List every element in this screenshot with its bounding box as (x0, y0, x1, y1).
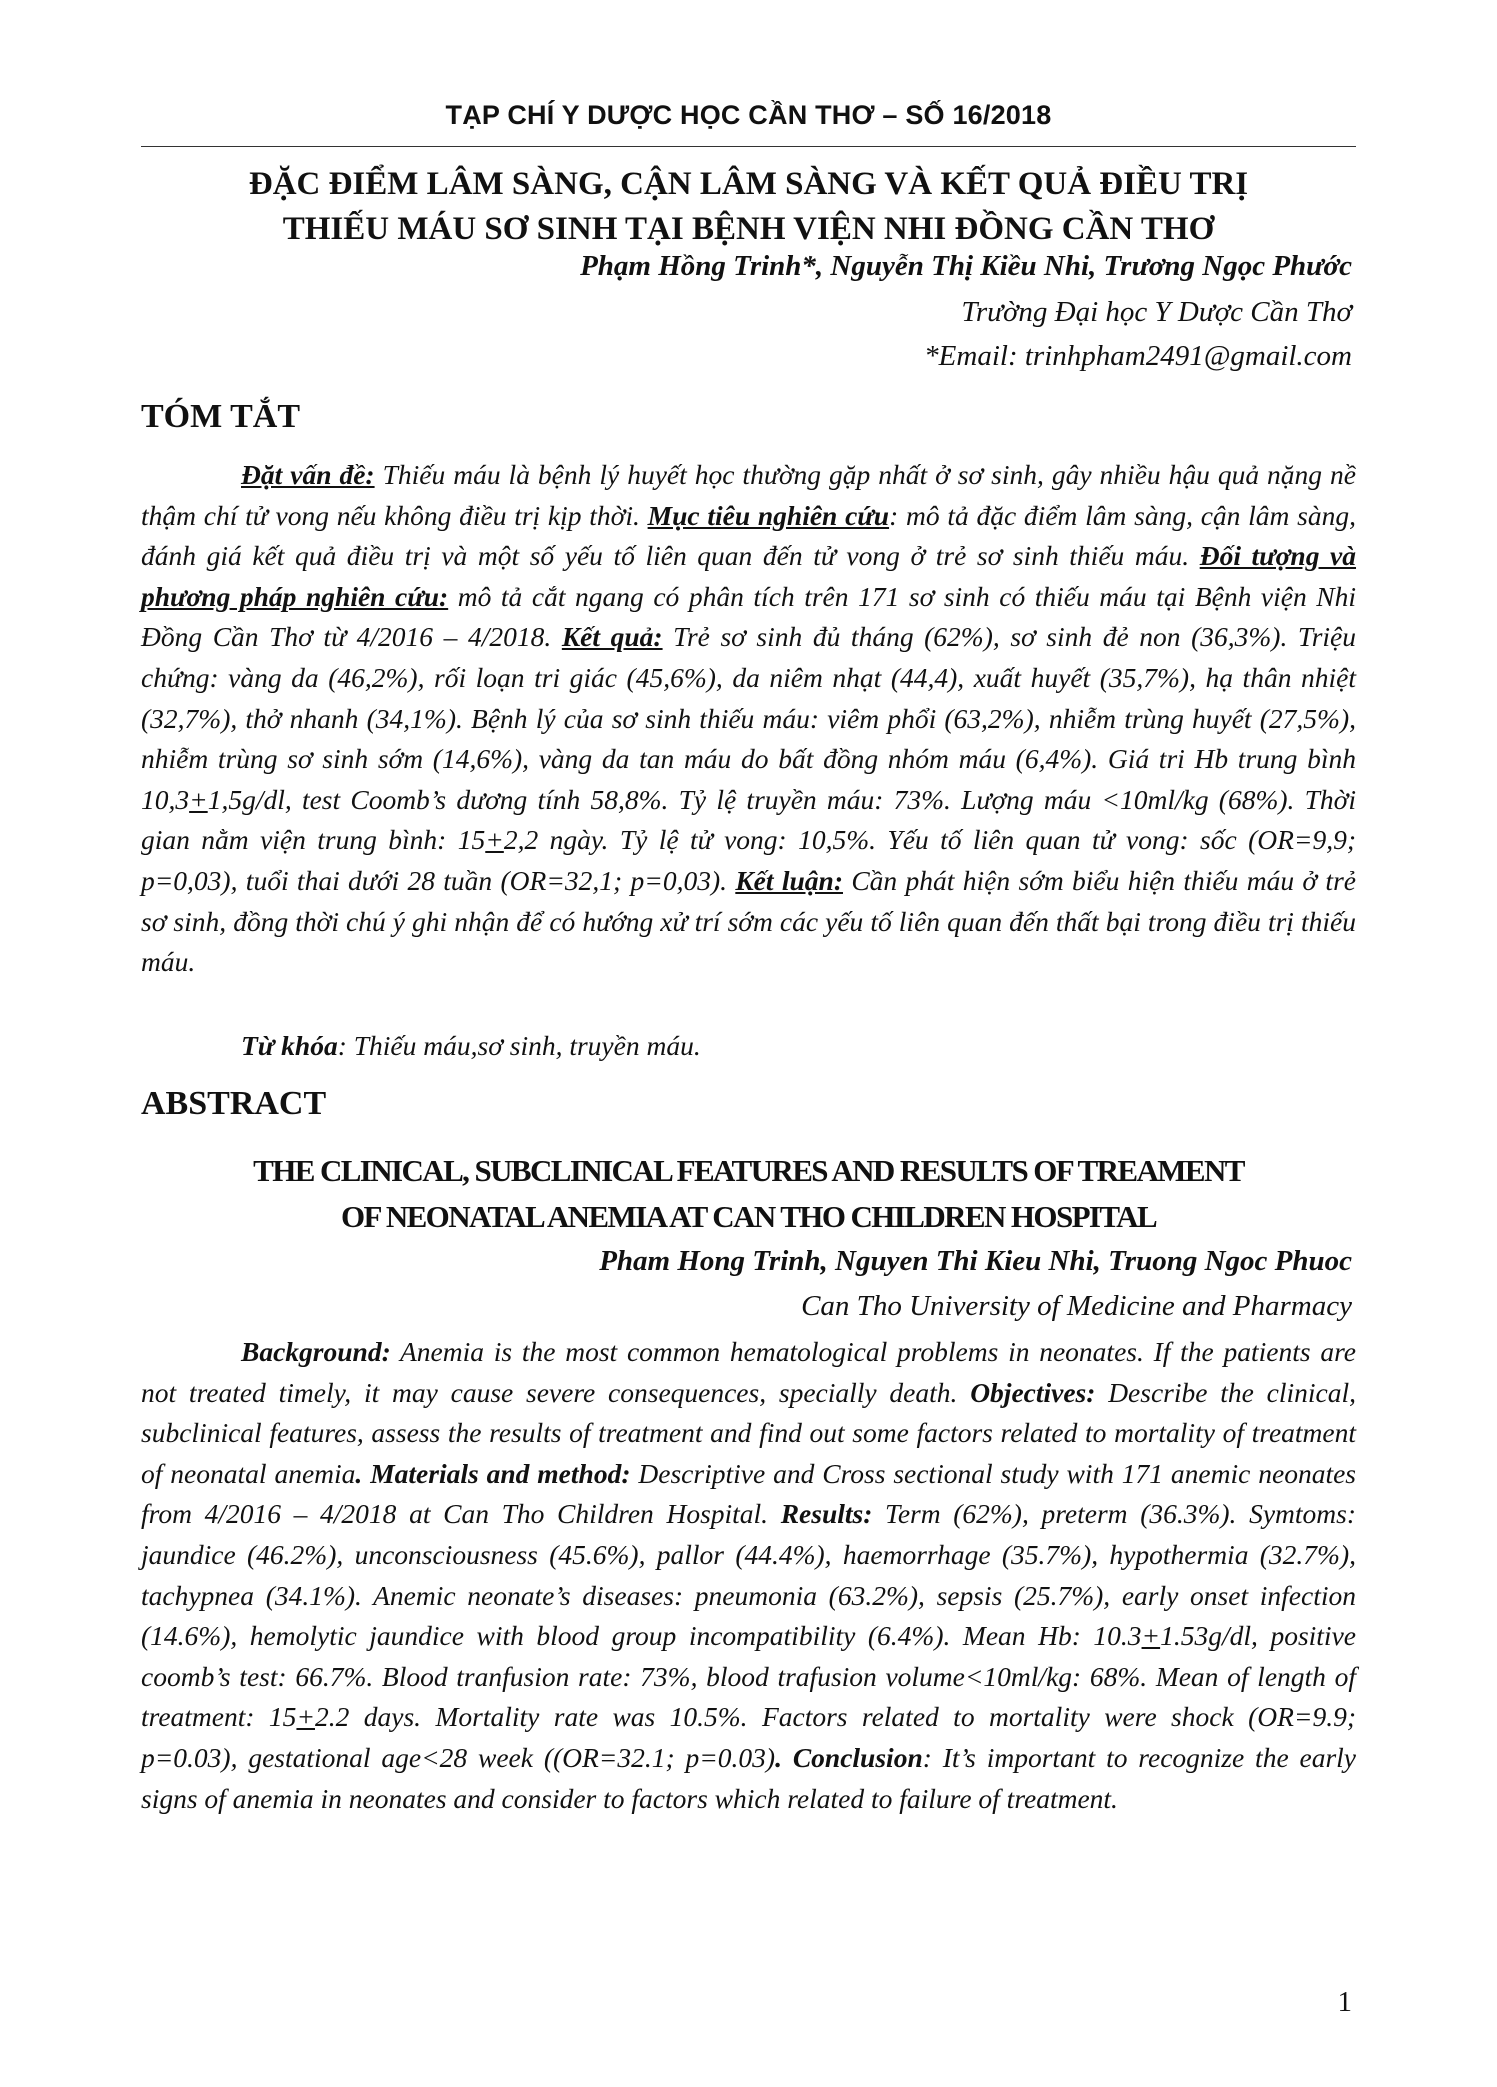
vi-background-text: Thiếu máu là bệnh lý huyết học thường gặp nhất ở sơ sinh, gây nhiều hậu quả nặng nề thậm chí tử vong nếu không điều trị kịp thời. (141, 459, 1356, 531)
en-affiliation: Can Tho University of Medicine and Pharmacy (801, 1290, 1352, 1322)
vi-plus-minus-1: + (189, 783, 208, 815)
en-objectives-label: Objectives: (970, 1376, 1096, 1408)
vi-objective-label: Mục tiêu nghiên cứu (647, 499, 890, 531)
page-number: 1 (1337, 1986, 1352, 2018)
en-section-heading: ABSTRACT (141, 1085, 327, 1122)
en-conclusion-text: : It’s important to recognize the early signs of anemia in neonates and consider to factors which related to failure of treatment. (141, 1741, 1357, 1814)
en-abstract-paragraph (141, 1332, 1356, 1819)
vi-affiliation: Trường Đại học Y Dược Cần Thơ (961, 296, 1352, 328)
en-conclusion-label: . Conclusion (775, 1741, 923, 1773)
vi-method-text: mô tả cắt ngang có phân tích trên 171 sơ sinh có thiếu máu tại Bệnh viện Nhi Đồng Cần Thơ từ 4/2016 – 4/2018. (141, 580, 1356, 653)
en-title (141, 1148, 1356, 1240)
vi-keywords (141, 1026, 1356, 1067)
en-title-line-1: THE CLINICAL, SUBCLINICAL FEATURES AND RESULTS OF TREAMENT (253, 1153, 1244, 1188)
en-objectives-text: Describe the clinical, subclinical features, assess the results of treatment and find out some factors related to mortality of treatment of neonatal anemia (141, 1376, 1357, 1489)
vi-conclusion-text: Cần phát hiện sớm biểu hiện thiếu máu ở trẻ sơ sinh, đồng thời chú ý ghi nhận để có hướng xử trí sớm các yếu tố liên quan đến thất bại trong điều trị thiếu máu. (141, 864, 1356, 978)
vi-keywords-label: Từ khóa (241, 1030, 338, 1061)
vi-method-label: Đối tượng và phương pháp nghiên cứu: (141, 540, 1357, 612)
vi-title (141, 162, 1356, 252)
journal-header: TẠP CHÍ Y DƯỢC HỌC CẦN THƠ – SỐ 16/2018 (445, 100, 1052, 130)
vi-plus-minus-2: + (485, 824, 504, 856)
en-title-line-2: OF NEONATAL ANEMIA AT CAN THO CHILDREN HOSPITAL (340, 1199, 1157, 1234)
vi-title-line-2: THIẾU MÁU SƠ SINH TẠI BỆNH VIỆN NHI ĐỒNG CẦN THƠ (282, 211, 1215, 247)
en-authors: Pham Hong Trinh, Nguyen Thi Kieu Nhi, Truong Ngoc Phuoc (599, 1245, 1352, 1277)
vi-abstract-paragraph (141, 455, 1356, 983)
vi-results-text-1: Trẻ sơ sinh đủ tháng (62%), sơ sinh đẻ non (36,3%). Triệu chứng: vàng da (46,2%), rối loạn tri giác (45,6%), da niêm nhạt (44,4), xuất huyết (35,7%), hạ thân nhiệt (32,7%), thở nhanh (34,1%). Bệnh lý của sơ sinh thiếu máu: viêm phổi (63,2%), nhiễm trùng huyết (27,5%), nhiễm trùng sơ sinh sớm (14,6%), vàng da tan máu do bất đồng nhóm máu (6,4%). Giá tri Hb trung bình 10,3 (141, 621, 1357, 815)
header-rule (141, 146, 1356, 147)
vi-background-label: Đặt vấn đề: (241, 459, 375, 490)
en-background-label: Background: (241, 1336, 391, 1367)
vi-results-label: Kết quả: (561, 621, 663, 653)
en-results-text-3: 2.2 days. Mortality rate was 10.5%. Factors related to mortality were shock (OR=9.9; p=0.03), gestational age<28 week ((OR=32.1; p=0.03) (141, 1701, 1356, 1773)
en-plus-minus-2: + (296, 1701, 315, 1733)
en-method-label: . Materials and method: (355, 1457, 631, 1489)
en-results-label: Results: (780, 1498, 873, 1530)
en-results-text-2: 1.53g/dl, positive coomb’s test: 66.7%. Blood tranfusion rate: 73%, blood trafusion volume<10ml/kg: 68%. Mean of length of treatment: 15 (141, 1620, 1356, 1733)
en-background-text: Anemia is the most common hematological problems in neonates. If the patients are not treated timely, it may cause severe consequences, specially death. (141, 1336, 1356, 1408)
vi-section-heading: TÓM TẮT (141, 398, 301, 435)
en-method-text: Descriptive and Cross sectional study with 171 anemic neonates from 4/2016 – 4/2018 at Can Tho Children Hospital. (141, 1457, 1356, 1530)
vi-title-line-1: ĐẶC ĐIỂM LÂM SÀNG, CẬN LÂM SÀNG VÀ KẾT QUẢ ĐIỀU TRỊ (248, 166, 1249, 202)
vi-results-text-2: 1,5g/dl, test Coomb’s dương tính 58,8%. Tỷ lệ truyền máu: 73%. Lượng máu <10ml/kg (68%). Thời gian nằm viện trung bình: 15 (141, 783, 1356, 856)
vi-conclusion-label: Kết luận: (735, 864, 843, 896)
vi-authors: Phạm Hồng Trinh*, Nguyễn Thị Kiều Nhi, Trương Ngọc Phước (580, 250, 1352, 282)
en-plus-minus-1: + (1141, 1620, 1161, 1652)
vi-keywords-text: : Thiếu máu,sơ sinh, truyền máu. (337, 1030, 701, 1061)
vi-email: *Email: trinhpham2491@gmail.com (924, 340, 1352, 372)
en-results-text-1: Term (62%), preterm (36.3%). Symtoms: jaundice (46.2%), unconsciousness (45.6%), pallor (44.4%), haemorrhage (35.7%), hypothermia (32.7%), tachypnea (34.1%). Anemic neonate’s diseases: pneumonia (63.2%), sepsis (25.7%), early onset infection (14.6%), hemolytic jaundice with blood group incompatibility (6.4%). Mean Hb: 10.3 (141, 1498, 1356, 1652)
vi-objective-text: : mô tả đặc điểm lâm sàng, cận lâm sàng, đánh giá kết quả điều trị và một số yếu tố liên quan đến tử vong ở trẻ sơ sinh thiếu máu. (141, 499, 1356, 572)
vi-results-text-3: 2,2 ngày. Tỷ lệ tử vong: 10,5%. Yếu tố liên quan tử vong: sốc (OR=9,9; p=0,03), tuổi thai dưới 28 tuần (OR=32,1; p=0,03). (141, 824, 1356, 896)
